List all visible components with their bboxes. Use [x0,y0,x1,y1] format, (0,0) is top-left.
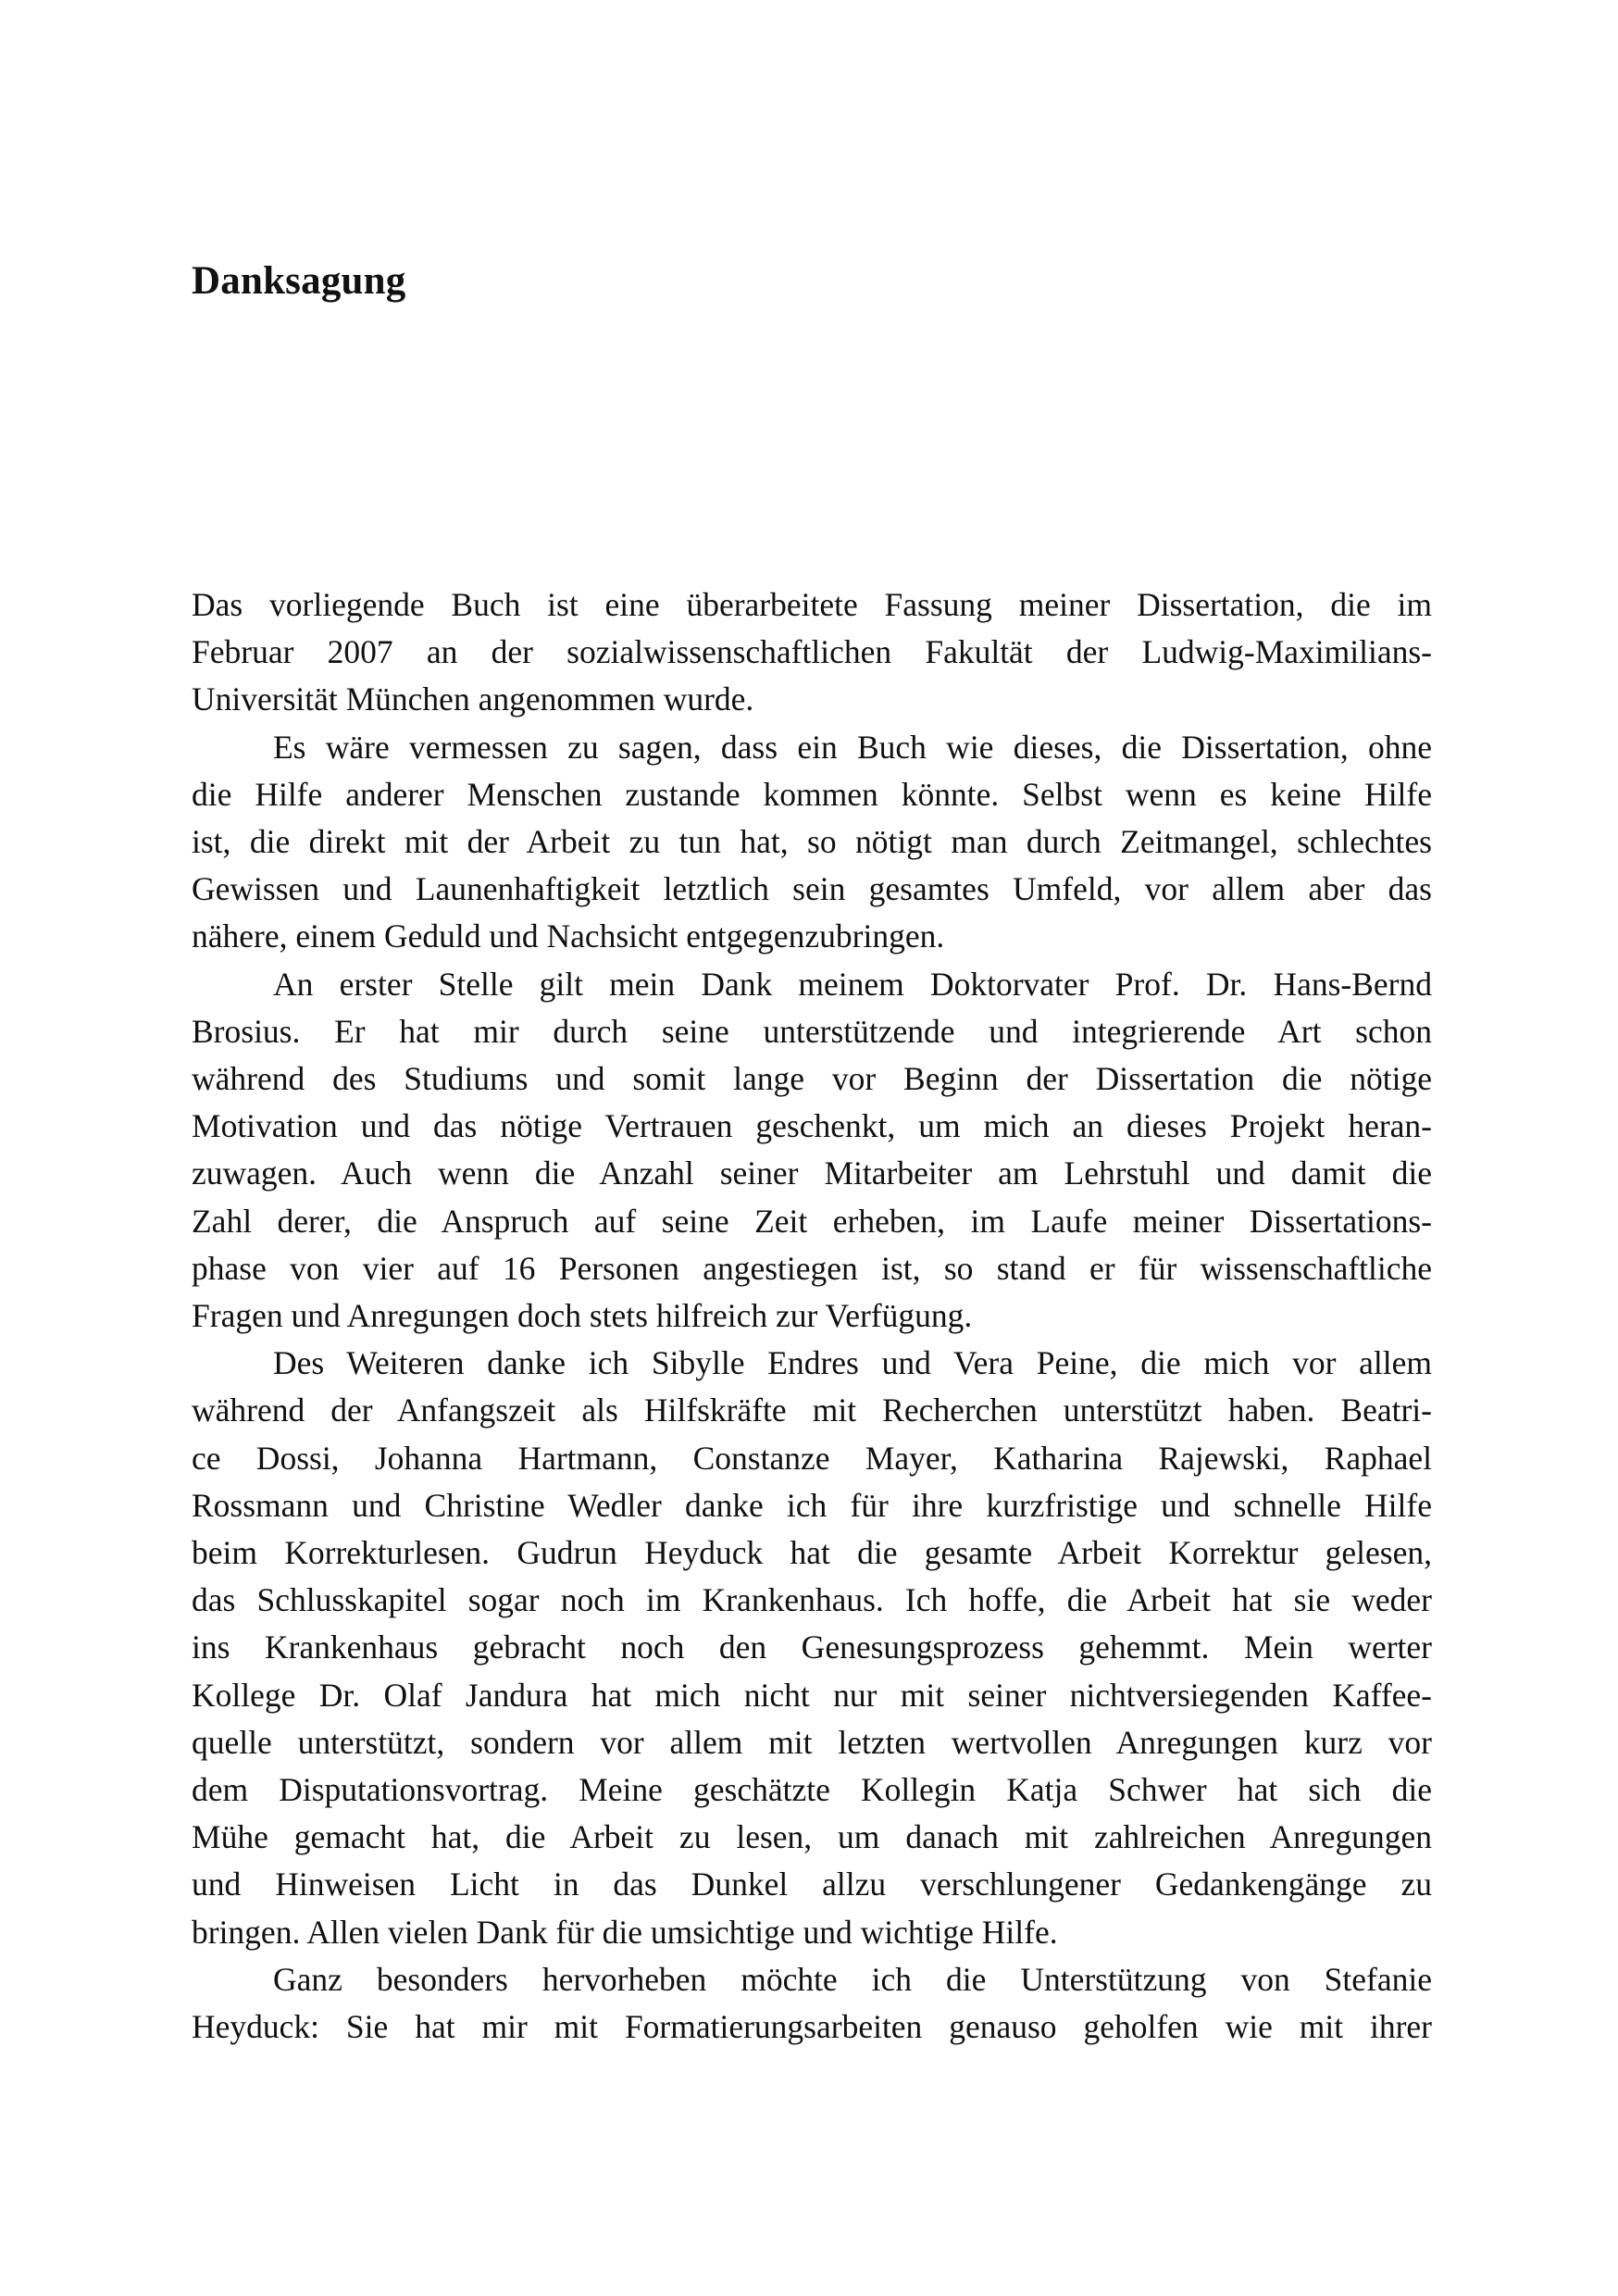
text-line: beim Korrekturlesen. Gudrun Heyduck hat die gesamte Arbeit Korrektur gelesen, [192,1534,1432,1572]
text-line: quelle unterstützt, sondern vor allem mit letzten wertvollen Anregungen kurz vor [192,1723,1432,1761]
text-line: Des Weiteren danke ich Sibylle Endres und Vera Peine, die mich vor allem [273,1344,1432,1382]
text-line: ins Krankenhaus gebracht noch den Genesungsprozess gehemmt. Mein werter [192,1628,1432,1666]
body-text [192,581,1432,2051]
text-line: Das vorliegende Buch ist eine überarbeitete Fassung meiner Dissertation, die im [192,586,1432,623]
text-line: Es wäre vermessen zu sagen, dass ein Buch wie dieses, die Dissertation, ohne [273,728,1432,766]
text-line: das Schlusskapitel sogar noch im Krankenhaus. Ich hoffe, die Arbeit hat sie weder [192,1581,1432,1619]
paragraph-3 [192,961,1432,1341]
text-line: und Hinweisen Licht in das Dunkel allzu verschlungener Gedankengänge zu [192,1866,1432,1903]
paragraph-1 [192,581,1432,724]
text-line: ist, die direkt mit der Arbeit zu tun hat, so nötigt man durch Zeitmangel, schlechtes [192,823,1432,861]
paragraph-2 [192,724,1432,961]
text-line: dem Disputationsvortrag. Meine geschätzte Kollegin Katja Schwer hat sich die [192,1771,1432,1809]
text-line: nähere, einem Geduld und Nachsicht entgegenzubringen. [192,917,945,955]
text-line: Gewissen und Launenhaftigkeit letztlich sein gesamtes Umfeld, vor allem aber das [192,870,1432,908]
text-line: Ganz besonders hervorheben möchte ich die Unterstützung von Stefanie [273,1960,1432,1998]
text-line: Zahl derer, die Anspruch auf seine Zeit erheben, im Laufe meiner Dissertations- [192,1202,1432,1240]
text-line: Fragen und Anregungen doch stets hilfreich zur Verfügung. [192,1297,973,1335]
paragraph-4 [192,1340,1432,1956]
text-line: zuwagen. Auch wenn die Anzahl seiner Mitarbeiter am Lehrstuhl und damit die [192,1154,1432,1192]
text-line: Rossmann und Christine Wedler danke ich für ihre kurzfristige und schnelle Hilfe [192,1486,1432,1524]
text-line: die Hilfe anderer Menschen zustande kommen könnte. Selbst wenn es keine Hilfe [192,775,1432,813]
text-line: Brosius. Er hat mir durch seine unterstützende und integrierende Art schon [192,1012,1432,1050]
text-line: phase von vier auf 16 Personen angestiegen ist, so stand er für wissenschaftliche [192,1249,1432,1287]
text-line: An erster Stelle gilt mein Dank meinem Doktorvater Prof. Dr. Hans-Bernd [273,965,1432,1003]
text-line: Mühe gemacht hat, die Arbeit zu lesen, um danach mit zahlreichen Anregungen [192,1818,1432,1856]
text-line: ce Dossi, Johanna Hartmann, Constanze Mayer, Katharina Rajewski, Raphael [192,1439,1432,1477]
text-line: Kollege Dr. Olaf Jandura hat mich nicht nur mit seiner nichtversiegenden Kaffee- [192,1676,1432,1714]
paragraph-5 [192,1956,1432,2051]
text-line: während der Anfangszeit als Hilfskräfte mit Recherchen unterstützt haben. Beatri- [192,1391,1432,1429]
page-title: Danksagung [192,259,406,303]
text-line: Februar 2007 an der sozialwissenschaftlichen Fakultät der Ludwig-Maximilians- [192,633,1432,671]
text-line: Universität München angenommen wurde. [192,680,754,718]
text-line: Motivation und das nötige Vertrauen geschenkt, um mich an dieses Projekt heran- [192,1107,1432,1145]
text-line: Heyduck: Sie hat mir mit Formatierungsarbeiten genauso geholfen wie mit ihrer [192,2008,1432,2046]
text-line: bringen. Allen vielen Dank für die umsichtige und wichtige Hilfe. [192,1913,1058,1951]
text-line: während des Studiums und somit lange vor Beginn der Dissertation die nötige [192,1060,1432,1098]
